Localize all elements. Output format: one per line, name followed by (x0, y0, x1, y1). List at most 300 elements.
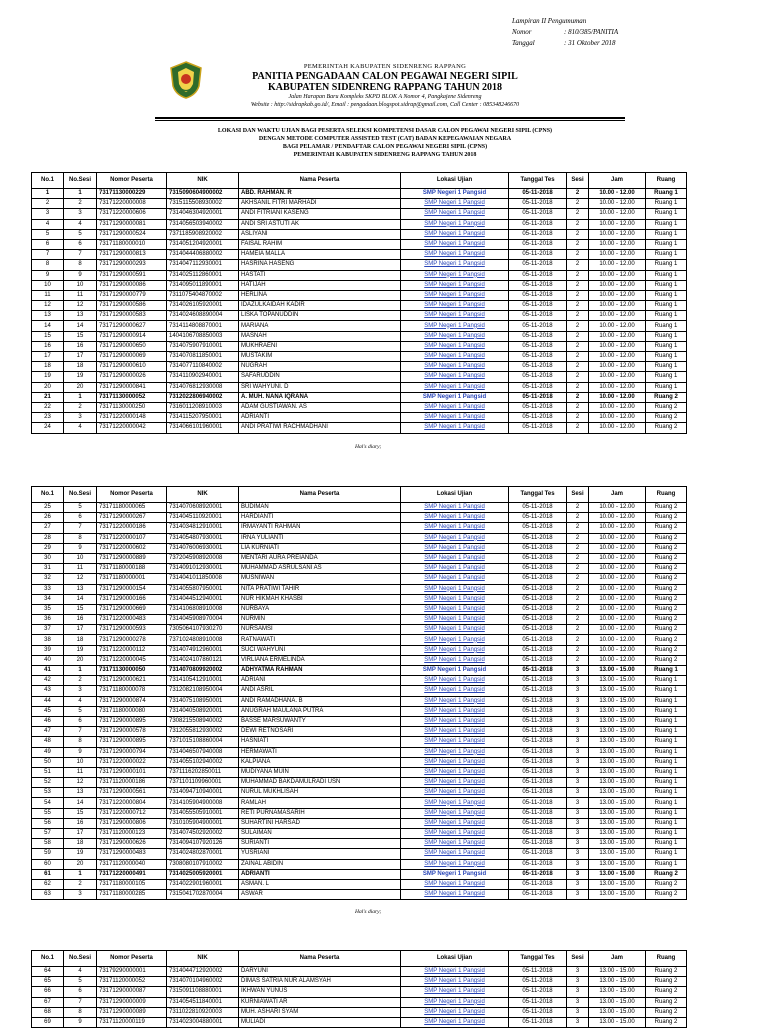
cell-nomor-peserta: 73171220000107 (97, 533, 167, 543)
cell-nik: 7314077110840002 (167, 362, 239, 372)
table-row (32, 280, 687, 290)
cell-lokasi-ujian[interactable]: SMP Negeri 1 Pangsid (401, 372, 509, 382)
cell-lokasi-ujian[interactable]: SMP Negeri 1 Pangsid (401, 839, 509, 849)
cell-nomor-peserta: 73171290000561 (97, 788, 167, 798)
cell-no-sesi: 16 (64, 615, 97, 625)
cell-lokasi-ujian[interactable]: SMP Negeri 1 Pangsid (401, 666, 509, 676)
cell-sesi: 3 (567, 967, 589, 977)
cell-lokasi-ujian[interactable]: SMP Negeri 1 Pangsid (401, 625, 509, 635)
cell-nik: 7314045908970004 (167, 615, 239, 625)
cell-no: 37 (32, 625, 64, 635)
cell-ruang: Ruang 2 (646, 574, 687, 584)
table-row (32, 767, 687, 777)
cell-jam: 13.00 - 15.00 (589, 839, 646, 849)
cell-no: 39 (32, 645, 64, 655)
cell-ruang: Ruang 2 (646, 997, 687, 1007)
cell-lokasi-ujian[interactable]: SMP Negeri 1 Pangsid (401, 290, 509, 300)
cell-no: 65 (32, 977, 64, 987)
cell-no: 49 (32, 747, 64, 757)
cell-nama-peserta: HARDIANTI (239, 513, 401, 523)
cell-lokasi-ujian[interactable]: SMP Negeri 1 Pangsid (401, 757, 509, 767)
cell-ruang: Ruang 2 (646, 594, 687, 604)
cell-tanggal-tes: 05-11-2018 (509, 767, 567, 777)
cell-nik: 7314106808910008 (167, 604, 239, 614)
cell-lokasi-ujian[interactable]: SMP Negeri 1 Pangsid (401, 311, 509, 321)
cell-lokasi-ujian[interactable]: SMP Negeri 1 Pangsid (401, 859, 509, 869)
cell-nama-peserta: MUSTAKIM (239, 352, 401, 362)
cell-nama-peserta: HAMEIA MALLA (239, 250, 401, 260)
cell-jam: 10.00 - 12.00 (589, 645, 646, 655)
cell-ruang: Ruang 1 (646, 666, 687, 676)
cell-jam: 10.00 - 12.00 (589, 655, 646, 665)
cell-nama-peserta: BUDIMAN (239, 503, 401, 513)
cell-tanggal-tes: 05-11-2018 (509, 301, 567, 311)
cell-no-sesi: 3 (64, 890, 97, 900)
cell-no-sesi: 11 (64, 767, 97, 777)
cell-nama-peserta: IRMAYANTI RAHMAN (239, 523, 401, 533)
cell-tanggal-tes: 05-11-2018 (509, 209, 567, 219)
cell-tanggal-tes: 05-11-2018 (509, 503, 567, 513)
cell-no-sesi: 6 (64, 513, 97, 523)
cell-tanggal-tes: 05-11-2018 (509, 788, 567, 798)
cell-nomor-peserta: 73171130000052 (97, 392, 167, 402)
table-row (32, 533, 687, 543)
cell-lokasi-ujian[interactable]: SMP Negeri 1 Pangsid (401, 382, 509, 392)
table-row (32, 392, 687, 402)
cell-nik: 7312082108950004 (167, 686, 239, 696)
cell-no-sesi: 1 (64, 869, 97, 879)
cell-no-sesi: 20 (64, 382, 97, 392)
cell-ruang: Ruang 2 (646, 967, 687, 977)
table-row (32, 737, 687, 747)
cell-lokasi-ujian[interactable]: SMP Negeri 1 Pangsid (401, 676, 509, 686)
cell-tanggal-tes: 05-11-2018 (509, 564, 567, 574)
cell-tanggal-tes: 05-11-2018 (509, 260, 567, 270)
cell-sesi: 3 (567, 1007, 589, 1017)
cell-lokasi-ujian[interactable]: SMP Negeri 1 Pangsid (401, 1017, 509, 1027)
cell-tanggal-tes: 05-11-2018 (509, 859, 567, 869)
cell-lokasi-ujian[interactable]: SMP Negeri 1 Pangsid (401, 280, 509, 290)
cell-tanggal-tes: 05-11-2018 (509, 798, 567, 808)
cell-lokasi-ujian[interactable]: SMP Negeri 1 Pangsid (401, 513, 509, 523)
cell-tanggal-tes: 05-11-2018 (509, 635, 567, 645)
cell-sesi: 3 (567, 1017, 589, 1027)
cell-lokasi-ujian[interactable]: SMP Negeri 1 Pangsid (401, 584, 509, 594)
cell-lokasi-ujian[interactable]: SMP Negeri 1 Pangsid (401, 635, 509, 645)
cell-jam: 13.00 - 15.00 (589, 1017, 646, 1027)
table-row (32, 686, 687, 696)
cell-tanggal-tes: 05-11-2018 (509, 423, 567, 433)
cell-lokasi-ujian[interactable]: SMP Negeri 1 Pangsid (401, 199, 509, 209)
cell-lokasi-ujian[interactable]: SMP Negeri 1 Pangsid (401, 808, 509, 818)
cell-lokasi-ujian[interactable]: SMP Negeri 1 Pangsid (401, 331, 509, 341)
cell-no-sesi: 2 (64, 199, 97, 209)
cell-tanggal-tes: 05-11-2018 (509, 839, 567, 849)
cell-sesi: 2 (567, 270, 589, 280)
cell-lokasi-ujian[interactable]: SMP Negeri 1 Pangsid (401, 229, 509, 239)
header-col-sesi: Sesi (567, 951, 589, 967)
cell-lokasi-ujian[interactable]: SMP Negeri 1 Pangsid (401, 362, 509, 372)
cell-ruang: Ruang 2 (646, 890, 687, 900)
cell-nama-peserta: ADAM GUSTIAWAN. AS (239, 402, 401, 412)
cell-lokasi-ujian[interactable]: SMP Negeri 1 Pangsid (401, 341, 509, 351)
cell-jam: 13.00 - 15.00 (589, 767, 646, 777)
cell-jam: 13.00 - 15.00 (589, 778, 646, 788)
cell-no-sesi: 4 (64, 967, 97, 977)
cell-lokasi-ujian[interactable]: SMP Negeri 1 Pangsid (401, 553, 509, 563)
cell-ruang: Ruang 1 (646, 808, 687, 818)
cell-lokasi-ujian[interactable]: SMP Negeri 1 Pangsid (401, 219, 509, 229)
cell-nama-peserta: NUR HIKMAH KHASBI (239, 594, 401, 604)
cell-lokasi-ujian[interactable]: SMP Negeri 1 Pangsid (401, 564, 509, 574)
cell-ruang: Ruang 2 (646, 392, 687, 402)
cell-nik: 7314115207950001 (167, 413, 239, 423)
table-row (32, 977, 687, 987)
table-row (32, 250, 687, 260)
cell-sesi: 2 (567, 553, 589, 563)
header-col-lokasi-ujian: Lokasi Ujian (401, 487, 509, 503)
cell-lokasi-ujian[interactable]: SMP Negeri 1 Pangsid (401, 645, 509, 655)
tanggal-value: : 31 Oktober 2018 (564, 39, 616, 47)
cell-sesi: 2 (567, 362, 589, 372)
cell-lokasi-ujian[interactable]: SMP Negeri 1 Pangsid (401, 818, 509, 828)
participant-table-page-1 (31, 172, 687, 434)
cell-nomor-peserta: 73171120000186 (97, 778, 167, 788)
cell-nik: 7314022901960001 (167, 879, 239, 889)
header-col-nik: NIK (167, 487, 239, 503)
cell-tanggal-tes: 05-11-2018 (509, 523, 567, 533)
cell-jam: 13.00 - 15.00 (589, 879, 646, 889)
cell-no-sesi: 19 (64, 372, 97, 382)
cell-nomor-peserta: 73171290000278 (97, 635, 167, 645)
cell-no-sesi: 14 (64, 321, 97, 331)
cell-ruang: Ruang 2 (646, 402, 687, 412)
cell-lokasi-ujian[interactable]: SMP Negeri 1 Pangsid (401, 533, 509, 543)
cell-lokasi-ujian[interactable]: SMP Negeri 1 Pangsid (401, 189, 509, 199)
cell-lokasi-ujian[interactable]: SMP Negeri 1 Pangsid (401, 260, 509, 270)
cell-jam: 13.00 - 15.00 (589, 696, 646, 706)
cell-lokasi-ujian[interactable]: SMP Negeri 1 Pangsid (401, 543, 509, 553)
cell-sesi: 2 (567, 229, 589, 239)
cell-lokasi-ujian[interactable]: SMP Negeri 1 Pangsid (401, 392, 509, 402)
cell-nik: 7314094710940001 (167, 788, 239, 798)
cell-nomor-peserta: 73171220000491 (97, 869, 167, 879)
cell-no: 26 (32, 513, 64, 523)
cell-lokasi-ujian[interactable]: SMP Negeri 1 Pangsid (401, 727, 509, 737)
cell-lokasi-ujian[interactable]: SMP Negeri 1 Pangsid (401, 767, 509, 777)
cell-nomor-peserta: 73171290000293 (97, 260, 167, 270)
cell-lokasi-ujian[interactable]: SMP Negeri 1 Pangsid (401, 747, 509, 757)
cell-jam: 10.00 - 12.00 (589, 290, 646, 300)
cell-no: 7 (32, 250, 64, 260)
cell-no: 12 (32, 301, 64, 311)
table-row (32, 553, 687, 563)
cell-no: 53 (32, 788, 64, 798)
table-row (32, 584, 687, 594)
cell-no: 45 (32, 706, 64, 716)
cell-sesi: 3 (567, 977, 589, 987)
cell-lokasi-ujian[interactable]: SMP Negeri 1 Pangsid (401, 849, 509, 859)
cell-no-sesi: 16 (64, 818, 97, 828)
cell-no: 28 (32, 533, 64, 543)
cell-no-sesi: 6 (64, 716, 97, 726)
cell-no: 14 (32, 321, 64, 331)
cell-no: 17 (32, 352, 64, 362)
cell-sesi: 2 (567, 604, 589, 614)
cell-no: 18 (32, 362, 64, 372)
cell-nama-peserta: HATIJAH (239, 280, 401, 290)
cell-tanggal-tes: 05-11-2018 (509, 890, 567, 900)
cell-no-sesi: 3 (64, 209, 97, 219)
header-col-no-sesi: No.Sesi (64, 951, 97, 967)
table-row (32, 757, 687, 767)
cell-ruang: Ruang 2 (646, 869, 687, 879)
cell-ruang: Ruang 1 (646, 219, 687, 229)
cell-ruang: Ruang 1 (646, 311, 687, 321)
title-line: PEMERINTAH KABUPATEN SIDENRENG RAPPANG TAHUN 2018 (293, 152, 477, 158)
header-col-no-sesi: No.Sesi (64, 487, 97, 503)
cell-ruang: Ruang 2 (646, 615, 687, 625)
cell-sesi: 3 (567, 798, 589, 808)
cell-jam: 10.00 - 12.00 (589, 402, 646, 412)
cell-no: 52 (32, 778, 64, 788)
cell-ruang: Ruang 1 (646, 301, 687, 311)
cell-lokasi-ujian[interactable]: SMP Negeri 1 Pangsid (401, 1007, 509, 1017)
cell-nomor-peserta: 73171290000591 (97, 270, 167, 280)
cell-lokasi-ujian[interactable]: SMP Negeri 1 Pangsid (401, 696, 509, 706)
cell-tanggal-tes: 05-11-2018 (509, 604, 567, 614)
table-row (32, 829, 687, 839)
table-row (32, 879, 687, 889)
cell-lokasi-ujian[interactable]: SMP Negeri 1 Pangsid (401, 301, 509, 311)
cell-no-sesi: 2 (64, 402, 97, 412)
cell-lokasi-ujian[interactable]: SMP Negeri 1 Pangsid (401, 239, 509, 249)
cell-ruang: Ruang 2 (646, 413, 687, 423)
table-row (32, 778, 687, 788)
cell-lokasi-ujian[interactable]: SMP Negeri 1 Pangsid (401, 402, 509, 412)
cell-nik: 7371116202850011 (167, 767, 239, 777)
cell-lokasi-ujian[interactable]: SMP Negeri 1 Pangsid (401, 655, 509, 665)
cell-tanggal-tes: 05-11-2018 (509, 879, 567, 889)
cell-lokasi-ujian[interactable]: SMP Negeri 1 Pangsid (401, 686, 509, 696)
cell-lokasi-ujian[interactable]: SMP Negeri 1 Pangsid (401, 423, 509, 433)
cell-sesi: 2 (567, 503, 589, 513)
cell-tanggal-tes: 05-11-2018 (509, 280, 567, 290)
cell-lokasi-ujian[interactable]: SMP Negeri 1 Pangsid (401, 737, 509, 747)
cell-lokasi-ujian[interactable]: SMP Negeri 1 Pangsid (401, 778, 509, 788)
cell-sesi: 2 (567, 533, 589, 543)
cell-sesi: 3 (567, 686, 589, 696)
cell-no: 10 (32, 280, 64, 290)
cell-sesi: 2 (567, 311, 589, 321)
cell-nik: 7314055807950001 (167, 584, 239, 594)
cell-tanggal-tes: 05-11-2018 (509, 270, 567, 280)
cell-tanggal-tes: 05-11-2018 (509, 645, 567, 655)
cell-nomor-peserta: 73171290000089 (97, 1007, 167, 1017)
table-row (32, 382, 687, 392)
table-row (32, 290, 687, 300)
cell-no: 25 (32, 503, 64, 513)
cell-tanggal-tes: 05-11-2018 (509, 331, 567, 341)
cell-nik: 7314044712920002 (167, 967, 239, 977)
cell-lokasi-ujian[interactable]: SMP Negeri 1 Pangsid (401, 869, 509, 879)
cell-nomor-peserta: 73171220000042 (97, 423, 167, 433)
cell-sesi: 3 (567, 890, 589, 900)
header-col-ruang: Ruang (646, 487, 687, 503)
cell-no-sesi: 12 (64, 778, 97, 788)
table-row (32, 523, 687, 533)
cell-lokasi-ujian[interactable]: SMP Negeri 1 Pangsid (401, 352, 509, 362)
cell-lokasi-ujian[interactable]: SMP Negeri 1 Pangsid (401, 997, 509, 1007)
cell-jam: 13.00 - 15.00 (589, 829, 646, 839)
cell-nama-peserta: ASLIYANI (239, 229, 401, 239)
cell-nomor-peserta: 73171220000022 (97, 757, 167, 767)
table-row (32, 229, 687, 239)
cell-tanggal-tes: 05-11-2018 (509, 594, 567, 604)
cell-nik: 7315091108880001 (167, 987, 239, 997)
cell-lokasi-ujian[interactable]: SMP Negeri 1 Pangsid (401, 209, 509, 219)
reference-block (512, 16, 618, 49)
cell-lokasi-ujian[interactable]: SMP Negeri 1 Pangsid (401, 523, 509, 533)
cell-ruang: Ruang 1 (646, 331, 687, 341)
cell-no: 64 (32, 967, 64, 977)
cell-jam: 10.00 - 12.00 (589, 270, 646, 280)
cell-nama-peserta: DEWI RETNOSARI (239, 727, 401, 737)
cell-ruang: Ruang 1 (646, 767, 687, 777)
cell-no: 15 (32, 331, 64, 341)
table-row (32, 818, 687, 828)
cell-ruang: Ruang 1 (646, 829, 687, 839)
cell-jam: 10.00 - 12.00 (589, 604, 646, 614)
cell-nomor-peserta: 73171220000483 (97, 615, 167, 625)
cell-lokasi-ujian[interactable]: SMP Negeri 1 Pangsid (401, 706, 509, 716)
table-row (32, 513, 687, 523)
header-col-nomor-peserta: Nomor Peserta (97, 173, 167, 189)
header-col-nama-peserta: Nama Peserta (239, 173, 401, 189)
cell-jam: 10.00 - 12.00 (589, 553, 646, 563)
header-col-nama-peserta: Nama Peserta (239, 951, 401, 967)
cell-jam: 10.00 - 12.00 (589, 584, 646, 594)
cell-lokasi-ujian[interactable]: SMP Negeri 1 Pangsid (401, 798, 509, 808)
cell-lokasi-ujian[interactable]: SMP Negeri 1 Pangsid (401, 574, 509, 584)
cell-no-sesi: 3 (64, 413, 97, 423)
cell-lokasi-ujian[interactable]: SMP Negeri 1 Pangsid (401, 594, 509, 604)
cell-lokasi-ujian[interactable]: SMP Negeri 1 Pangsid (401, 987, 509, 997)
cell-nomor-peserta: 73171290000610 (97, 362, 167, 372)
cell-tanggal-tes: 05-11-2018 (509, 747, 567, 757)
cell-no: 3 (32, 209, 64, 219)
table-row (32, 543, 687, 553)
cell-nama-peserta: AKHSANIL FITRI MARHADI (239, 199, 401, 209)
cell-nama-peserta: ZAINAL ABIDIN (239, 859, 401, 869)
cell-tanggal-tes: 05-11-2018 (509, 727, 567, 737)
cell-lokasi-ujian[interactable]: SMP Negeri 1 Pangsid (401, 321, 509, 331)
cell-sesi: 3 (567, 727, 589, 737)
cell-no-sesi: 18 (64, 635, 97, 645)
cell-jam: 13.00 - 15.00 (589, 706, 646, 716)
cell-nomor-peserta: 73171120000052 (97, 977, 167, 987)
cell-lokasi-ujian[interactable]: SMP Negeri 1 Pangsid (401, 250, 509, 260)
cell-jam: 10.00 - 12.00 (589, 362, 646, 372)
cell-lokasi-ujian[interactable]: SMP Negeri 1 Pangsid (401, 829, 509, 839)
cell-lokasi-ujian[interactable]: SMP Negeri 1 Pangsid (401, 977, 509, 987)
cell-no-sesi: 13 (64, 788, 97, 798)
cell-lokasi-ujian[interactable]: SMP Negeri 1 Pangsid (401, 270, 509, 280)
cell-ruang: Ruang 2 (646, 604, 687, 614)
cell-no-sesi: 9 (64, 1017, 97, 1027)
cell-nomor-peserta: 73171290000841 (97, 382, 167, 392)
cell-no: 11 (32, 290, 64, 300)
cell-nama-peserta: ANDI FITRIANI KASENG (239, 209, 401, 219)
cell-sesi: 2 (567, 219, 589, 229)
cell-nomor-peserta: 73171290000806 (97, 818, 167, 828)
cell-ruang: Ruang 2 (646, 645, 687, 655)
cell-nama-peserta: NURMIN (239, 615, 401, 625)
cell-lokasi-ujian[interactable]: SMP Negeri 1 Pangsid (401, 788, 509, 798)
cell-tanggal-tes: 05-11-2018 (509, 533, 567, 543)
cell-no-sesi: 7 (64, 997, 97, 1007)
cell-nomor-peserta: 73171220000112 (97, 645, 167, 655)
table-row (32, 839, 687, 849)
table-row (32, 564, 687, 574)
cell-nama-peserta: ADRIANI (239, 676, 401, 686)
cell-lokasi-ujian[interactable]: SMP Negeri 1 Pangsid (401, 604, 509, 614)
cell-jam: 13.00 - 15.00 (589, 798, 646, 808)
cell-nama-peserta: LISKA TOPANUDDIN (239, 311, 401, 321)
cell-no: 13 (32, 311, 64, 321)
cell-sesi: 2 (567, 543, 589, 553)
cell-sesi: 2 (567, 392, 589, 402)
cell-lokasi-ujian[interactable]: SMP Negeri 1 Pangsid (401, 890, 509, 900)
cell-lokasi-ujian[interactable]: SMP Negeri 1 Pangsid (401, 879, 509, 889)
cell-no: 60 (32, 859, 64, 869)
header-col-jam: Jam (589, 487, 646, 503)
cell-sesi: 2 (567, 301, 589, 311)
cell-nomor-peserta: 73171180000285 (97, 890, 167, 900)
cell-nik: 7315090604900002 (167, 189, 239, 199)
cell-jam: 10.00 - 12.00 (589, 301, 646, 311)
cell-no: 33 (32, 584, 64, 594)
cell-no: 66 (32, 987, 64, 997)
table-row (32, 716, 687, 726)
participant-table-page-2 (31, 486, 687, 900)
cell-ruang: Ruang 1 (646, 788, 687, 798)
table-row (32, 666, 687, 676)
cell-lokasi-ujian[interactable]: SMP Negeri 1 Pangsid (401, 503, 509, 513)
cell-lokasi-ujian[interactable]: SMP Negeri 1 Pangsid (401, 615, 509, 625)
cell-nomor-peserta: 73171290000087 (97, 987, 167, 997)
cell-lokasi-ujian[interactable]: SMP Negeri 1 Pangsid (401, 716, 509, 726)
title-line: BAGI PELAMAR / PENDAFTAR CALON PEGAWAI NEGERI SIPIL (CPNS) (282, 144, 488, 150)
cell-nik: 7314055102940002 (167, 757, 239, 767)
cell-sesi: 2 (567, 199, 589, 209)
cell-jam: 10.00 - 12.00 (589, 625, 646, 635)
cell-nama-peserta: ANDI SRI ASTUTI AK (239, 219, 401, 229)
table-row (32, 625, 687, 635)
cell-ruang: Ruang 1 (646, 189, 687, 199)
cell-nik: 7312055812930002 (167, 727, 239, 737)
cell-jam: 10.00 - 12.00 (589, 564, 646, 574)
cell-nomor-peserta: 73171180000080 (97, 706, 167, 716)
table-row (32, 655, 687, 665)
cell-lokasi-ujian[interactable]: SMP Negeri 1 Pangsid (401, 967, 509, 977)
cell-no: 8 (32, 260, 64, 270)
cell-no-sesi: 2 (64, 879, 97, 889)
cell-nik: 7371024808910008 (167, 635, 239, 645)
cell-nomor-peserta: 73171220000148 (97, 413, 167, 423)
cell-lokasi-ujian[interactable]: SMP Negeri 1 Pangsid (401, 413, 509, 423)
cell-tanggal-tes: 05-11-2018 (509, 706, 567, 716)
